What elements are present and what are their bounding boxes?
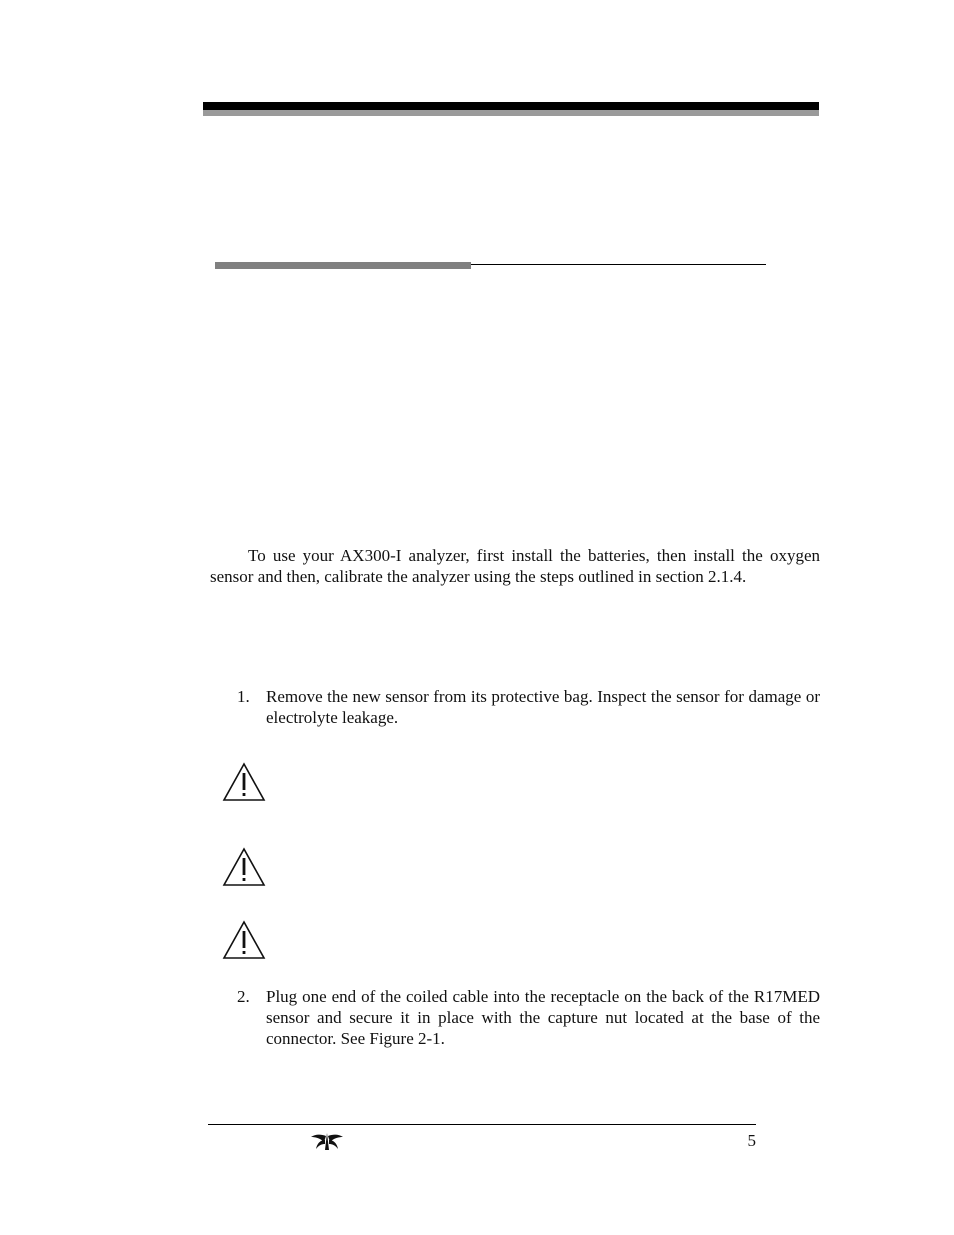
header-rule-gray bbox=[203, 110, 819, 116]
step-text: Remove the new sensor from its protective bag. Inspect the sensor for damage or electrolyte leakage. bbox=[266, 687, 820, 727]
step-number: 2. bbox=[237, 987, 250, 1006]
teledyne-logo-icon bbox=[309, 1130, 345, 1152]
page-number: 5 bbox=[747, 1131, 756, 1150]
warning-triangle-icon bbox=[221, 847, 267, 887]
header-rule-black bbox=[203, 102, 819, 110]
warning-triangle-icon bbox=[221, 920, 267, 960]
step-2 bbox=[237, 986, 820, 1049]
step-1 bbox=[237, 686, 820, 728]
section-rule-gray bbox=[215, 262, 471, 269]
intro-paragraph: To use your AX300-I analyzer, first install the batteries, then install the oxygen sensor and then, calibrate the analyzer using the steps outlined in section 2.1.4. bbox=[210, 546, 820, 586]
step-text: Plug one end of the coiled cable into the receptacle on the back of the R17MED sensor and secure it in place with the capture nut located at the base of the connector. See Figure 2-1. bbox=[266, 987, 820, 1048]
section-rule-line bbox=[471, 264, 766, 265]
warning-triangle-icon bbox=[221, 762, 267, 802]
footer-rule bbox=[208, 1124, 756, 1125]
step-number: 1. bbox=[237, 687, 250, 706]
